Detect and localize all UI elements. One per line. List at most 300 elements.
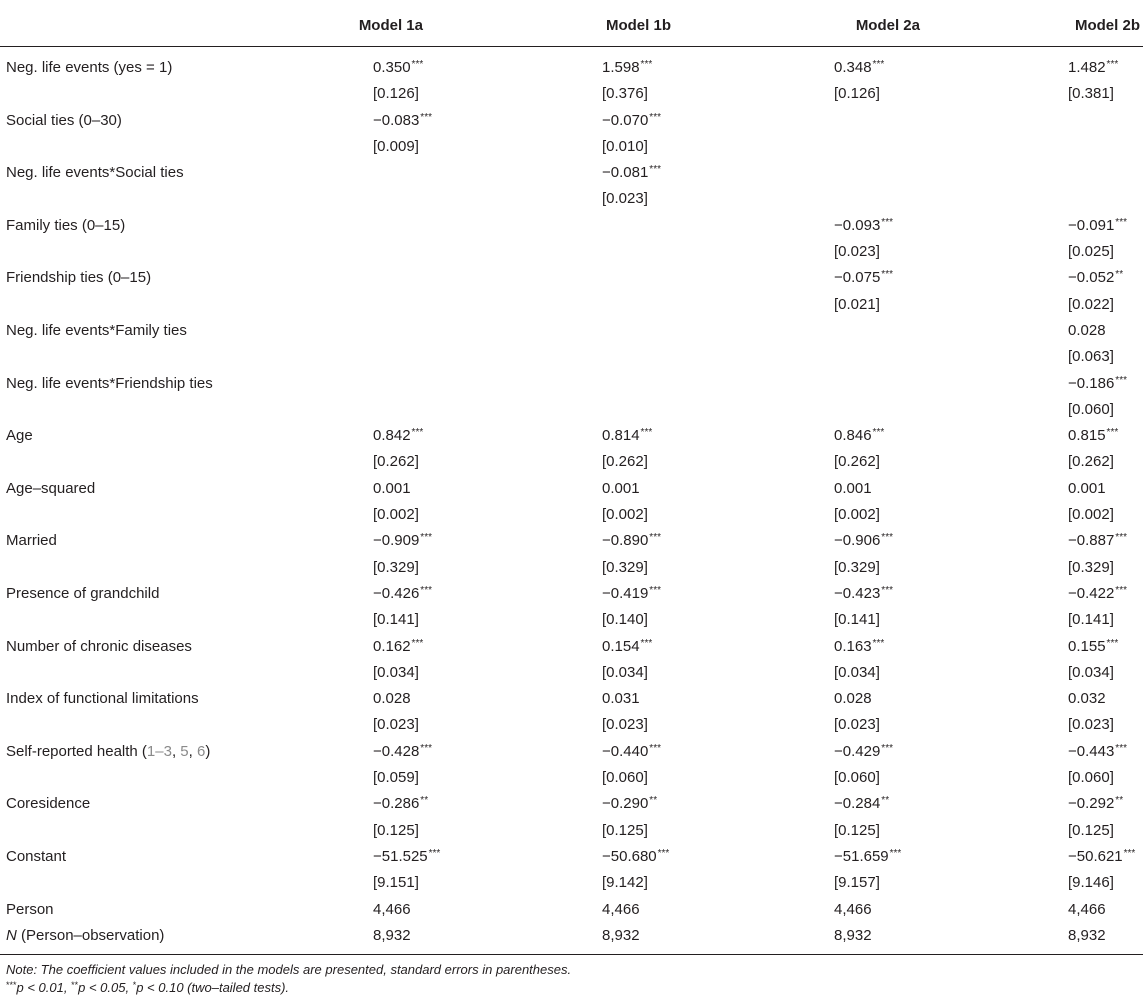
table-cell [602, 85, 648, 102]
table-row-standard-errors [0, 764, 1143, 790]
cell-value: 4,466 [1068, 900, 1106, 918]
table-row [0, 422, 1143, 448]
cell-value: [0.002] [1068, 506, 1114, 524]
cell-value: [0.141] [834, 611, 880, 629]
significance-stars: *** [649, 532, 661, 544]
table-cell [373, 532, 432, 549]
significance-stars: *** [1115, 532, 1127, 544]
row-label: Age [6, 427, 33, 445]
table-cell [1068, 427, 1118, 444]
table-cell [373, 559, 419, 576]
table-cell [373, 901, 411, 918]
table-row [0, 317, 1143, 343]
cell-value: −0.083 [373, 111, 420, 129]
cell-value: [0.060] [834, 769, 880, 787]
cell-value: [0.141] [373, 611, 419, 629]
significance-stars: *** [428, 847, 441, 859]
table-cell [834, 427, 884, 444]
table-cell [1068, 269, 1123, 286]
table-cell [373, 743, 432, 760]
table-cell [373, 690, 411, 707]
cell-value: −0.443 [1068, 742, 1115, 760]
table-cell [602, 927, 640, 944]
cell-value: [9.146] [1068, 874, 1114, 892]
significance-stars: *** [649, 584, 661, 596]
table-bottom-rule [0, 954, 1143, 955]
cell-value: [0.060] [602, 769, 648, 787]
table-cell [834, 822, 880, 839]
table-row-standard-errors [0, 396, 1143, 422]
table-cell [602, 532, 661, 549]
table-cell [834, 927, 872, 944]
cell-value: −50.621 [1068, 847, 1123, 865]
cell-value: 4,466 [834, 900, 872, 918]
significance-stars: *** [881, 216, 893, 228]
row-label: Neg. life events (yes = 1) [6, 59, 173, 76]
table-row [0, 159, 1143, 185]
significance-stars: *** [420, 742, 432, 754]
cell-value: [9.151] [373, 874, 419, 892]
table-cell [602, 822, 648, 839]
cell-value: [0.329] [373, 558, 419, 576]
table-cell [373, 427, 423, 444]
cell-value: 0.350 [373, 59, 411, 76]
significance-stars: *** [420, 532, 432, 544]
cell-value: 0.154 [602, 637, 640, 655]
table-row-standard-errors [0, 501, 1143, 527]
cell-value: [0.262] [1068, 453, 1114, 471]
cell-value: [0.023] [834, 716, 880, 734]
significance-stars: *** [420, 584, 432, 596]
cell-value: [0.381] [1068, 85, 1114, 103]
cell-value: −0.422 [1068, 584, 1115, 602]
cell-value: 0.162 [373, 637, 411, 655]
table-cell [1068, 795, 1123, 812]
table-cell [1068, 480, 1106, 497]
cell-value: [0.034] [1068, 663, 1114, 681]
table-cell [373, 927, 411, 944]
significance-stars: *** [872, 59, 885, 70]
cell-value: 0.846 [834, 427, 872, 445]
table-cell [1068, 585, 1127, 602]
table-cell [1068, 243, 1114, 260]
significance-stars: *** [881, 584, 893, 596]
cell-value: 0.348 [834, 59, 872, 76]
row-label: Constant [6, 847, 67, 865]
table-cell [1068, 85, 1114, 102]
table-cell [373, 638, 423, 655]
table-row-standard-errors [0, 869, 1143, 895]
table-cell [373, 848, 440, 865]
row-label: Self-reported health (1–3, 5, 6) [6, 742, 211, 760]
significance-stars: ** [649, 795, 658, 807]
table-cell [1068, 901, 1106, 918]
significance-stars: *** [657, 847, 670, 859]
significance-stars: *** [640, 637, 653, 649]
table-cell [373, 716, 419, 733]
cell-value: [0.023] [834, 243, 880, 261]
cell-value: −0.428 [373, 742, 420, 760]
table-cell [373, 85, 419, 102]
table-cell [834, 769, 880, 786]
row-label: Social ties (0–30) [6, 111, 122, 129]
significance-stars: *** [649, 111, 661, 123]
table-cell [1068, 848, 1135, 865]
table-cell [1068, 59, 1118, 76]
table-cell [1068, 348, 1114, 365]
cell-value: [0.063] [1068, 348, 1114, 366]
table-cell [834, 901, 872, 918]
cell-value: 0.001 [1068, 479, 1106, 497]
table-cell [373, 59, 423, 76]
table-cell [373, 138, 419, 155]
significance-stars: ** [1115, 795, 1124, 807]
table-cell [1068, 664, 1114, 681]
table-row-standard-errors [0, 238, 1143, 264]
cell-value: [9.157] [834, 874, 880, 892]
table-row [0, 922, 1143, 948]
table-cell [834, 611, 880, 628]
cell-value: [0.009] [373, 137, 419, 155]
cell-value: [0.141] [1068, 611, 1114, 629]
cell-value: [0.002] [602, 506, 648, 524]
cell-value: −0.292 [1068, 795, 1115, 813]
column-header-model-1a: Model 1a [358, 17, 423, 34]
table-row [0, 107, 1143, 133]
cell-value: [0.060] [1068, 400, 1114, 418]
cell-value: [0.125] [602, 821, 648, 839]
significance-stars: *** [649, 742, 661, 754]
table-cell [1068, 401, 1114, 418]
significance-stars: *** [420, 111, 432, 123]
table-cell [602, 848, 669, 865]
table-row [0, 896, 1143, 922]
cell-value: 8,932 [373, 926, 411, 944]
table-cell [834, 532, 893, 549]
table-cell [834, 296, 880, 313]
cell-value: [0.140] [602, 611, 648, 629]
column-header-model-2b: Model 2b [1074, 17, 1140, 34]
table-header-row [0, 0, 1143, 47]
cell-value: [0.023] [602, 716, 648, 734]
table-cell [373, 795, 428, 812]
cell-value: −0.429 [834, 742, 881, 760]
note-line-2: ***p < 0.01, **p < 0.05, *p < 0.10 (two–tailed tests). [6, 980, 290, 996]
table-row [0, 738, 1143, 764]
table-cell [834, 559, 880, 576]
cell-value: [0.329] [602, 558, 648, 576]
cell-value: [0.329] [834, 558, 880, 576]
significance-stars: *** [649, 164, 661, 176]
cell-value: [0.002] [834, 506, 880, 524]
cell-value: [0.125] [834, 821, 880, 839]
significance-stars: *** [411, 427, 424, 439]
cell-value: [0.060] [1068, 769, 1114, 787]
table-cell [373, 453, 419, 470]
cell-value: −0.091 [1068, 216, 1115, 234]
table-row-standard-errors [0, 185, 1143, 211]
cell-value: −0.284 [834, 795, 881, 813]
table-row-standard-errors [0, 448, 1143, 474]
table-cell [602, 611, 648, 628]
table-row [0, 475, 1143, 501]
cell-value: 0.001 [602, 479, 640, 497]
row-label: Neg. life events*Family ties [6, 321, 187, 339]
significance-stars: ** [420, 795, 429, 807]
table-cell [373, 664, 419, 681]
table-cell [1068, 322, 1106, 339]
table-cell [602, 795, 657, 812]
table-cell [602, 664, 648, 681]
table-cell [834, 664, 880, 681]
cell-value: 0.031 [602, 690, 640, 708]
table-cell [1068, 611, 1114, 628]
table-cell [373, 112, 432, 129]
table-cell [1068, 690, 1106, 707]
table-row-standard-errors [0, 606, 1143, 632]
significance-stars: *** [1106, 59, 1119, 70]
cell-value: −0.290 [602, 795, 649, 813]
table-cell [834, 690, 872, 707]
cell-value: 0.028 [1068, 321, 1106, 339]
significance-stars: *** [881, 532, 893, 544]
table-cell [1068, 716, 1114, 733]
cell-value: −0.075 [834, 269, 881, 287]
table-cell [602, 164, 661, 181]
cell-value: [0.010] [602, 137, 648, 155]
significance-stars: *** [872, 637, 885, 649]
table-row [0, 843, 1143, 869]
table-cell [834, 506, 880, 523]
cell-value: −51.659 [834, 847, 889, 865]
column-header-model-1b: Model 1b [605, 17, 671, 34]
table-cell [1068, 769, 1114, 786]
cell-value: [0.262] [373, 453, 419, 471]
table-cell [602, 480, 640, 497]
cell-value: [0.125] [1068, 821, 1114, 839]
table-cell [602, 453, 648, 470]
cell-value: −0.909 [373, 532, 420, 550]
table-cell [602, 690, 640, 707]
table-row [0, 790, 1143, 816]
table-cell [834, 85, 880, 102]
table-cell [602, 559, 648, 576]
table-row-standard-errors [0, 659, 1143, 685]
row-label: Coresidence [6, 795, 91, 813]
significance-stars: *** [1115, 374, 1127, 386]
significance-stars: *** [1106, 637, 1119, 649]
cell-value: 0.814 [602, 427, 640, 445]
cell-value: [9.142] [602, 874, 648, 892]
table-row [0, 54, 1143, 80]
cell-value: [0.022] [1068, 295, 1114, 313]
significance-stars: *** [1115, 216, 1127, 228]
table-cell [834, 585, 893, 602]
cell-value: [0.025] [1068, 243, 1114, 261]
table-cell [602, 716, 648, 733]
table-cell [1068, 927, 1106, 944]
cell-value: [0.262] [602, 453, 648, 471]
significance-stars: *** [411, 59, 424, 70]
cell-value: 0.001 [373, 479, 411, 497]
table-cell [373, 769, 419, 786]
table-cell [373, 506, 419, 523]
cell-value: −0.440 [602, 742, 649, 760]
cell-value: [0.126] [373, 85, 419, 103]
table-cell [834, 269, 893, 286]
cell-value: −0.070 [602, 111, 649, 129]
cell-value: [0.376] [602, 85, 648, 103]
cell-value: −0.887 [1068, 532, 1115, 550]
cell-value: −0.052 [1068, 269, 1115, 287]
cell-value: 0.028 [373, 690, 411, 708]
table-cell [834, 480, 872, 497]
cell-value: 4,466 [373, 900, 411, 918]
table-cell [1068, 743, 1127, 760]
table-cell [834, 874, 880, 891]
row-label: Married [6, 532, 57, 550]
significance-stars: *** [881, 742, 893, 754]
significance-stars: *** [640, 59, 653, 70]
table-cell [1068, 453, 1114, 470]
table-row [0, 264, 1143, 290]
table-cell [602, 901, 640, 918]
table-cell [602, 874, 648, 891]
table-row-standard-errors [0, 711, 1143, 737]
significance-stars: *** [881, 269, 893, 281]
table-cell [602, 138, 648, 155]
row-label: Age–squared [6, 479, 96, 497]
significance-stars: *** [640, 427, 653, 439]
table-cell [602, 743, 661, 760]
table-cell [602, 427, 652, 444]
cell-value: [0.021] [834, 295, 880, 313]
table-row-standard-errors [0, 817, 1143, 843]
row-label: Neg. life events*Friendship ties [6, 374, 213, 392]
significance-stars: *** [1115, 584, 1127, 596]
row-label: Number of chronic diseases [6, 637, 192, 655]
row-label: Index of functional limitations [6, 690, 199, 708]
significance-stars: *** [1115, 742, 1127, 754]
row-label: Family ties (0–15) [6, 216, 126, 234]
table-row [0, 212, 1143, 238]
table-cell [1068, 296, 1114, 313]
cell-value: [0.329] [1068, 558, 1114, 576]
table-cell [1068, 532, 1127, 549]
table-row [0, 527, 1143, 553]
cell-value: 0.815 [1068, 427, 1106, 445]
cell-value: [0.034] [834, 663, 880, 681]
table-cell [834, 59, 884, 76]
row-label: Person [6, 900, 54, 918]
table-cell [834, 453, 880, 470]
table-cell [1068, 822, 1114, 839]
cell-value: 1.598 [602, 59, 640, 76]
cell-value: −0.081 [602, 164, 649, 182]
cell-value: 0.028 [834, 690, 872, 708]
row-label: Neg. life events*Social ties [6, 164, 184, 182]
cell-value: 8,932 [602, 926, 640, 944]
table-cell [602, 112, 661, 129]
row-label: Friendship ties (0–15) [6, 269, 152, 287]
cell-value: −0.093 [834, 216, 881, 234]
cell-value: −0.423 [834, 584, 881, 602]
table-cell [834, 638, 884, 655]
cell-value: 0.163 [834, 637, 872, 655]
table-cell [1068, 559, 1114, 576]
table-cell [373, 480, 411, 497]
cell-value: [0.023] [602, 190, 648, 208]
table-cell [834, 716, 880, 733]
table-row [0, 685, 1143, 711]
table-row [0, 580, 1143, 606]
table-cell [602, 585, 661, 602]
significance-stars: ** [881, 795, 890, 807]
cell-value: −0.286 [373, 795, 420, 813]
cell-value: [0.059] [373, 769, 419, 787]
table-cell [602, 769, 648, 786]
cell-value: [0.034] [602, 663, 648, 681]
table-cell [834, 848, 901, 865]
cell-value: −0.426 [373, 584, 420, 602]
table-cell [602, 190, 648, 207]
cell-value: 0.032 [1068, 690, 1106, 708]
cell-value: −0.890 [602, 532, 649, 550]
table-cell [834, 795, 889, 812]
table-row-standard-errors [0, 133, 1143, 159]
row-label: Presence of grandchild [6, 584, 160, 602]
table-cell [373, 874, 419, 891]
cell-value: [0.034] [373, 663, 419, 681]
significance-stars: *** [1106, 427, 1119, 439]
table-row-standard-errors [0, 80, 1143, 106]
table-row-standard-errors [0, 291, 1143, 317]
cell-value: 4,466 [602, 900, 640, 918]
cell-value: 0.842 [373, 427, 411, 445]
cell-value: 0.001 [834, 479, 872, 497]
cell-value: [0.126] [834, 85, 880, 103]
table-cell [834, 217, 893, 234]
table-cell [834, 243, 880, 260]
cell-value: −51.525 [373, 847, 428, 865]
table-row [0, 633, 1143, 659]
cell-value: [0.023] [1068, 716, 1114, 734]
significance-stars: *** [872, 427, 885, 439]
table-cell [373, 611, 419, 628]
cell-value: −0.186 [1068, 374, 1115, 392]
cell-value: −0.906 [834, 532, 881, 550]
note-line-1: Note: The coefficient values included in the models are presented, standard errors in parentheses. [6, 962, 572, 978]
column-header-model-2a: Model 2a [855, 17, 920, 34]
significance-stars: *** [1123, 847, 1136, 859]
cell-value: [0.002] [373, 506, 419, 524]
table-cell [602, 59, 652, 76]
table-cell [1068, 506, 1114, 523]
table-cell [602, 638, 652, 655]
row-label: N (Person–observation) [6, 926, 165, 944]
table-cell [1068, 874, 1114, 891]
cell-value: [0.023] [373, 716, 419, 734]
cell-value: −0.419 [602, 584, 649, 602]
cell-value: [0.262] [834, 453, 880, 471]
table-row [0, 370, 1143, 396]
table-cell [602, 506, 648, 523]
table-cell [373, 585, 432, 602]
cell-value: 8,932 [1068, 926, 1106, 944]
table-cell [1068, 375, 1127, 392]
cell-value: 0.155 [1068, 637, 1106, 655]
cell-value: 1.482 [1068, 59, 1106, 76]
